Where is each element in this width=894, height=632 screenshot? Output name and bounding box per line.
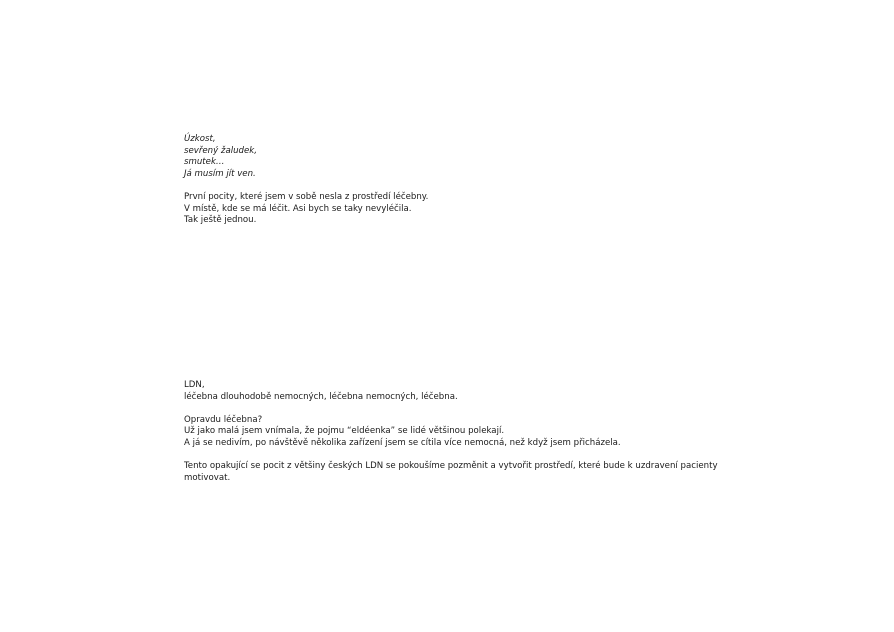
paragraph-line: Tak ještě jednou. [184,215,257,226]
paragraph-line: První pocity, které jsem v sobě nesla z prostředí léčebny. [184,191,429,202]
intro-paragraph [184,192,744,227]
ldn-goal: Tento opakující se pocit z většiny českých LDN se pokoušíme pozměnit a vytvořit prostředí, které bude k uzdravení pacienty motivovat. [184,461,718,483]
intro-poem [184,134,744,180]
spacer [184,403,744,415]
poem-line: Já musím jít ven. [184,168,256,179]
poem-line: Úzkost, [184,134,216,144]
poem-line: sevřený žaludek, [184,145,257,156]
spacer [184,450,744,462]
ldn-section [184,380,744,484]
ldn-question: Opravdu léčebna? [184,414,263,425]
paragraph-line: V místě, kde se má léčit. Asi bych se taky nevyléčila. [184,203,412,214]
poem-line: smutek… [184,157,225,168]
ldn-heading: LDN, [184,380,205,390]
intro-section [184,134,744,227]
ldn-definition: léčebna dlouhodobě nemocných, léčebna nemocných, léčebna. [184,391,458,402]
experience-line: Už jako malá jsem vnímala, že pojmu “eldéenka” se lidé většinou polekají. [184,426,505,437]
spacer [184,180,744,192]
experience-line: A já se nedivím, po návštěvě několika zařízení jsem se cítila více nemocná, než když jsem přicházela. [184,437,621,448]
